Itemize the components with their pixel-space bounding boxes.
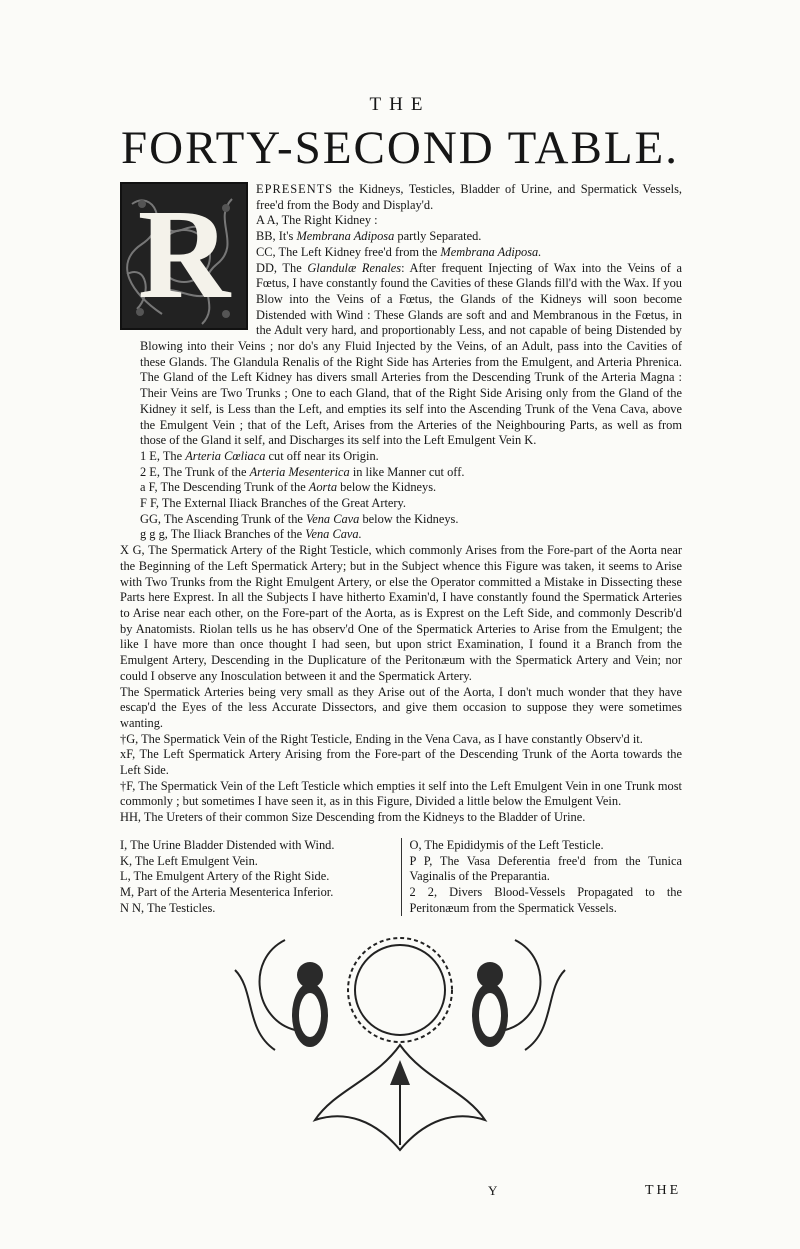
heading-the: THE xyxy=(369,94,431,115)
legend-item-text: partly Separated. xyxy=(394,229,482,244)
paragraph-tf: †F, The Spermatick Vein of the Left Testicle which empties it self into the Left Emulgent Vein in one Trunk most commonly ; but sometimes I have seen it, as in this Figure, Divided a little below the Emulgent Vein. xyxy=(120,778,682,809)
ornamental-dropcap xyxy=(120,182,248,330)
legend-item-text: F F, The External Iliack Branches of the Great Artery. xyxy=(140,496,407,511)
paragraph-being: The Spermatick Arteries being very small as they Arise out of the Aorta, I don't much wonder that they have escap'd the Eyes of the less Accurate Dissectors, and give them occasion to suppose they were sometimes wanting. xyxy=(120,684,682,730)
legend-item-text: in like Manner cut off. xyxy=(349,464,465,479)
left-column xyxy=(120,838,393,917)
legend-item-latin: Arteria Mesenterica xyxy=(249,464,350,479)
two-column-legend xyxy=(120,838,682,917)
list-item: M, Part of the Arteria Mesenterica Inferior. xyxy=(120,884,334,899)
legend-item-text: 1 E, The xyxy=(140,448,186,463)
list-item: L, The Emulgent Artery of the Right Side. xyxy=(120,869,330,884)
legend-item-latin: Vena Cava xyxy=(306,511,360,526)
list-item: N N, The Testicles. xyxy=(120,900,216,915)
legend-item-latin: Glandulæ Renales xyxy=(307,260,402,275)
cherub-ornament-icon xyxy=(225,920,575,1160)
catchword: THE xyxy=(645,1183,682,1198)
paragraph-hh: HH, The Ureters of their common Size Descending from the Kidneys to the Bladder of Urine. xyxy=(120,810,586,825)
legend-item-text: BB, It's xyxy=(256,229,297,244)
legend-item-latin: Vena Cava. xyxy=(305,527,362,542)
list-item: P P, The Vasa Deferentia free'd from the Tunica Vaginalis of the Preparantia. xyxy=(409,853,682,884)
list-item: K, The Left Emulgent Vein. xyxy=(120,853,258,868)
legend-item-text: A A, The Right Kidney : xyxy=(256,213,378,228)
list-item: I, The Urine Bladder Distended with Wind. xyxy=(120,837,335,852)
paragraph-xf: xF, The Left Spermatick Artery Arising from the Fore-part of the Descending Trunk of the Aorta towards the Left Side. xyxy=(120,747,682,778)
legend-item-text: below the Kidneys. xyxy=(359,511,459,526)
legend-item xyxy=(120,496,682,512)
legend-item-text: DD, The xyxy=(256,260,308,275)
page-title: FORTY-SECOND TABLE. xyxy=(120,122,680,174)
legend-item-latin: Membrana Adiposa xyxy=(296,229,395,244)
legend-item xyxy=(120,512,682,528)
list-item: 2 2, Divers Blood-Vessels Propagated to the Peritonæum from the Spermatick Vessels. xyxy=(409,884,682,915)
dropcap-letter: R xyxy=(137,183,231,325)
intro-lead: EPRESENTS xyxy=(256,182,334,196)
legend-item xyxy=(120,465,682,481)
legend-item-text: 2 E, The Trunk of the xyxy=(140,464,250,479)
paragraph-tg: †G, The Spermatick Vein of the Right Testicle, Ending in the Vena Cava, as I have constantly Observ'd it. xyxy=(120,731,643,746)
legend-item-text: GG, The Ascending Trunk of the xyxy=(140,511,307,526)
legend-item-text: below the Kidneys. xyxy=(337,480,437,495)
list-item: O, The Epididymis of the Left Testicle. xyxy=(409,837,604,852)
legend-item-text: cut off near its Origin. xyxy=(265,448,379,463)
legend-item-latin: Arteria Cœliaca xyxy=(185,448,266,463)
legend-item-latin: Aorta xyxy=(308,480,338,495)
legend-item-text: a F, The Descending Trunk of the xyxy=(140,480,309,495)
legend-item-text: g g g, The Iliack Branches of the xyxy=(140,527,306,542)
text-body xyxy=(120,182,682,916)
legend-item-text: : After frequent Injecting of Wax into the Veins of a Fœtus, I have constantly found the Cavities of these Glands fill'd with the Wax. If you Blow into the Veins of a Fœtus, the Glands of the Kidneys will soon become Distended with Wind : These Glands are soft and and Membranous in the Fœtus, in the Adult very hard, and proportionably Less, and not capable of being Distended by Blowing into their Veins ; nor do's any Fluid Injected by the Veins, of an Adult, pass into the Cavities of these Glands. The Glandula Renalis of the Right Side has Arteries from the Emulgent, and Arteria Phrenica. The Gland of the Left Kidney has divers small Arteries from the Descending Trunk of the Arteria Magna : Their Veins are Two Trunks ; One to each Gland, that of the Right Side Arising only from the Gland of the Kidney it self, is Less than the Left, and empties its self into the Ascending Trunk of the Vena Cava, above the Emulgent Vein ; that of the Left, Arises from the Arteries of the Neighbouring Parts, as well as from those of the Gland it self, and Discharges its self into the Left Emulgent Vein K. xyxy=(140,260,682,448)
legend-item-text: CC, The Left Kidney free'd from the xyxy=(256,244,441,259)
legend-item xyxy=(120,527,682,543)
paragraph-xg: X G, The Spermatick Artery of the Right Testicle, which commonly Arises from the Fore-part of the Aorta near the Beginning of the Left Spermatick Artery; but in the Subject whence this Figure was taken, it seems to Arise with Two Trunks from the Right Emulgent Artery, or else the Operator committed a Mistake in Dissecting these Parts here Exprest. In all the Subjects I have hitherto Examin'd, I have constantly found the Spermatick Arteries to Arise near each other, on the Fore-part of the Aorta, as is Exprest on the Left Side, and commonly Describ'd by Anatomists. Riolan tells us he has observ'd One of the Spermatick Arteries to Arise from the Emulgent; the like I have more than once thought I had seen, but upon strict Examination, I found it a Branch from the Emulgent Artery, Descending in the Duplicature of the Peritonæum with the Spermatick Artery and Vein; nor could I observe any Inosculation between it and the Spermatick Artery. xyxy=(120,543,682,683)
legend-item xyxy=(120,480,682,496)
signature-mark: Y xyxy=(488,1183,498,1198)
legend-item-latin: Membrana Adiposa. xyxy=(440,244,542,259)
intro-rest: the Kidneys, Testicles, Bladder of Urine, and Spermatick Vessels, free'd from the Body and Display'd. xyxy=(256,182,682,212)
right-column xyxy=(401,838,683,917)
legend-item xyxy=(120,449,682,465)
